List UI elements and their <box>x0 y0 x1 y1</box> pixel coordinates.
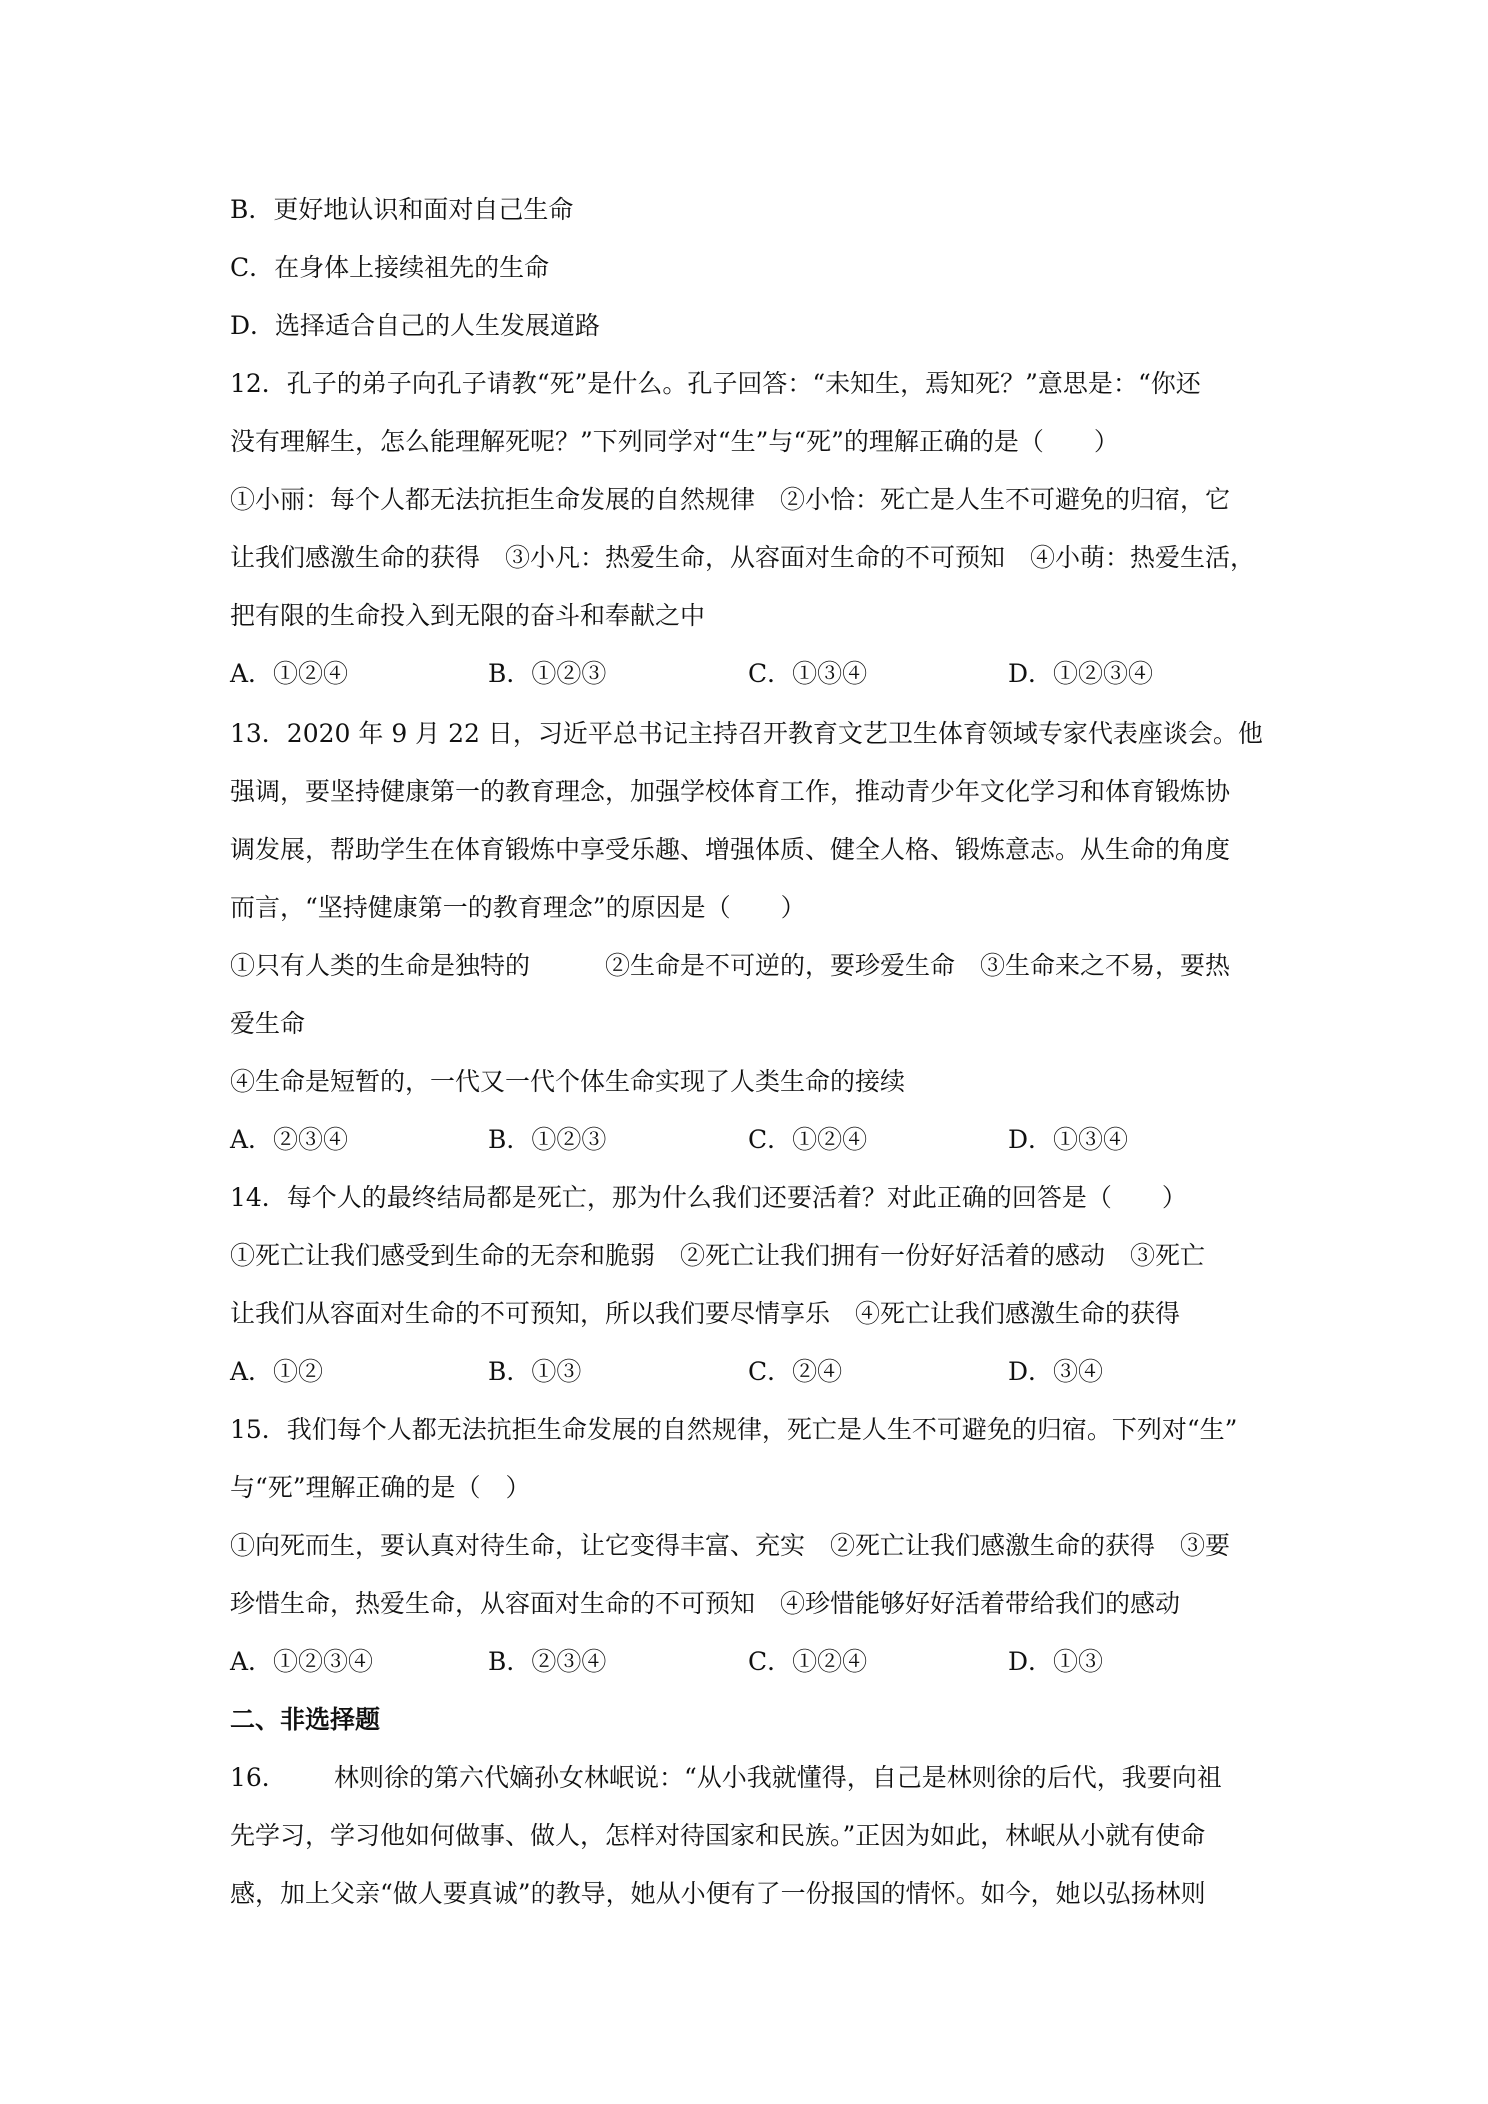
q14-item-line-1: ①死亡让我们感受到生命的无奈和脆弱 ②死亡让我们拥有一份好好活着的感动 ③死亡 <box>230 1241 1206 1270</box>
q14-option-b: B．①③ <box>488 1357 582 1386</box>
q12-option-d: D．①②③④ <box>1008 659 1154 688</box>
q13-stem-line-4: 而言，“坚持健康第一的教育理念”的原因是（ ） <box>230 893 806 922</box>
q14-option-d: D．③④ <box>1008 1357 1104 1386</box>
section-heading: 二、非选择题 <box>230 1705 381 1734</box>
q13-option-b: B．①②③ <box>488 1125 607 1154</box>
q12-item-line-1: ①小丽：每个人都无法抗拒生命发展的自然规律 ②小恰：死亡是人生不可避免的归宿，它 <box>230 485 1231 514</box>
q13-stem-line-3: 调发展，帮助学生在体育锻炼中享受乐趣、增强体质、健全人格、锻炼意志。从生命的角度 <box>230 835 1231 864</box>
q12-options <box>230 656 1270 692</box>
q11-option-d: D．选择适合自己的人生发展道路 <box>230 311 601 340</box>
q16-stem-line-2: 先学习，学习他如何做事、做人，怎样对待国家和民族。”正因为如此，林岷从小就有使命 <box>230 1821 1206 1850</box>
q15-option-a: A．①②③④ <box>230 1647 374 1676</box>
q15-stem-line-2: 与“死”理解正确的是（ ） <box>230 1473 531 1502</box>
q13-option-d: D．①③④ <box>1008 1125 1129 1154</box>
q14-stem-line-1: 14．每个人的最终结局都是死亡，那为什么我们还要活着？对此正确的回答是（ ） <box>230 1183 1187 1212</box>
q15-option-d: D．①③ <box>1008 1647 1104 1676</box>
q15-stem-line-1: 15．我们每个人都无法抗拒生命发展的自然规律，死亡是人生不可避免的归宿。下列对“生” <box>230 1415 1238 1444</box>
q16-stem-line-3: 感，加上父亲“做人要真诚”的教导，她从小便有了一份报国的情怀。如今，她以弘扬林则 <box>230 1879 1206 1908</box>
q12-item-line-3: 把有限的生命投入到无限的奋斗和奉献之中 <box>230 601 706 630</box>
q11-option-c: C．在身体上接续祖先的生命 <box>230 253 550 282</box>
q15-option-b: B．②③④ <box>488 1647 607 1676</box>
q13-option-c: C．①②④ <box>748 1125 868 1154</box>
q14-options <box>230 1354 1270 1390</box>
q13-stem-line-1: 13．2020 年 9 月 22 日，习近平总书记主持召开教育文艺卫生体育领域专家代表座谈会。他 <box>230 719 1263 748</box>
q11-option-b: B．更好地认识和面对自己生命 <box>230 195 574 224</box>
q12-option-c: C．①③④ <box>748 659 868 688</box>
q13-item-line-3: ④生命是短暂的，一代又一代个体生命实现了人类生命的接续 <box>230 1067 906 1096</box>
q13-option-a: A．②③④ <box>230 1125 349 1154</box>
q16-stem-line-1-text: 林则徐的第六代嫡孙女林岷说：“从小我就懂得，自己是林则徐的后代，我要向祖 <box>334 1763 1222 1792</box>
q12-option-b: B．①②③ <box>488 659 607 688</box>
q13-item-line-1: ①只有人类的生命是独特的 ②生命是不可逆的，要珍爱生命 ③生命来之不易，要热 <box>230 951 1231 980</box>
q12-item-line-2: 让我们感激生命的获得 ③小凡：热爱生命，从容面对生命的不可预知 ④小萌：热爱生活， <box>230 543 1256 572</box>
q13-options <box>230 1122 1270 1158</box>
q14-item-line-2: 让我们从容面对生命的不可预知，所以我们要尽情享乐 ④死亡让我们感激生命的获得 <box>230 1299 1181 1328</box>
q12-stem-line-2: 没有理解生，怎么能理解死呢？”下列同学对“生”与“死”的理解正确的是（ ） <box>230 427 1119 456</box>
q15-option-c: C．①②④ <box>748 1647 868 1676</box>
q16-number: 16． <box>230 1763 287 1792</box>
q15-options <box>230 1644 1270 1680</box>
q13-item-line-2: 爱生命 <box>230 1009 306 1038</box>
q14-option-a: A．①② <box>230 1357 324 1386</box>
q16-stem-line-1 <box>230 1760 1270 1796</box>
q15-item-line-2: 珍惜生命，热爱生命，从容面对生命的不可预知 ④珍惜能够好好活着带给我们的感动 <box>230 1589 1181 1618</box>
q14-option-c: C．②④ <box>748 1357 843 1386</box>
q13-stem-line-2: 强调，要坚持健康第一的教育理念，加强学校体育工作，推动青少年文化学习和体育锻炼协 <box>230 777 1231 806</box>
q12-stem-line-1: 12．孔子的弟子向孔子请教“死”是什么。孔子回答：“未知生，焉知死？”意思是：“你还 <box>230 369 1201 398</box>
q12-option-a: A．①②④ <box>230 659 349 688</box>
q15-item-line-1: ①向死而生，要认真对待生命，让它变得丰富、充实 ②死亡让我们感激生命的获得 ③要 <box>230 1531 1231 1560</box>
